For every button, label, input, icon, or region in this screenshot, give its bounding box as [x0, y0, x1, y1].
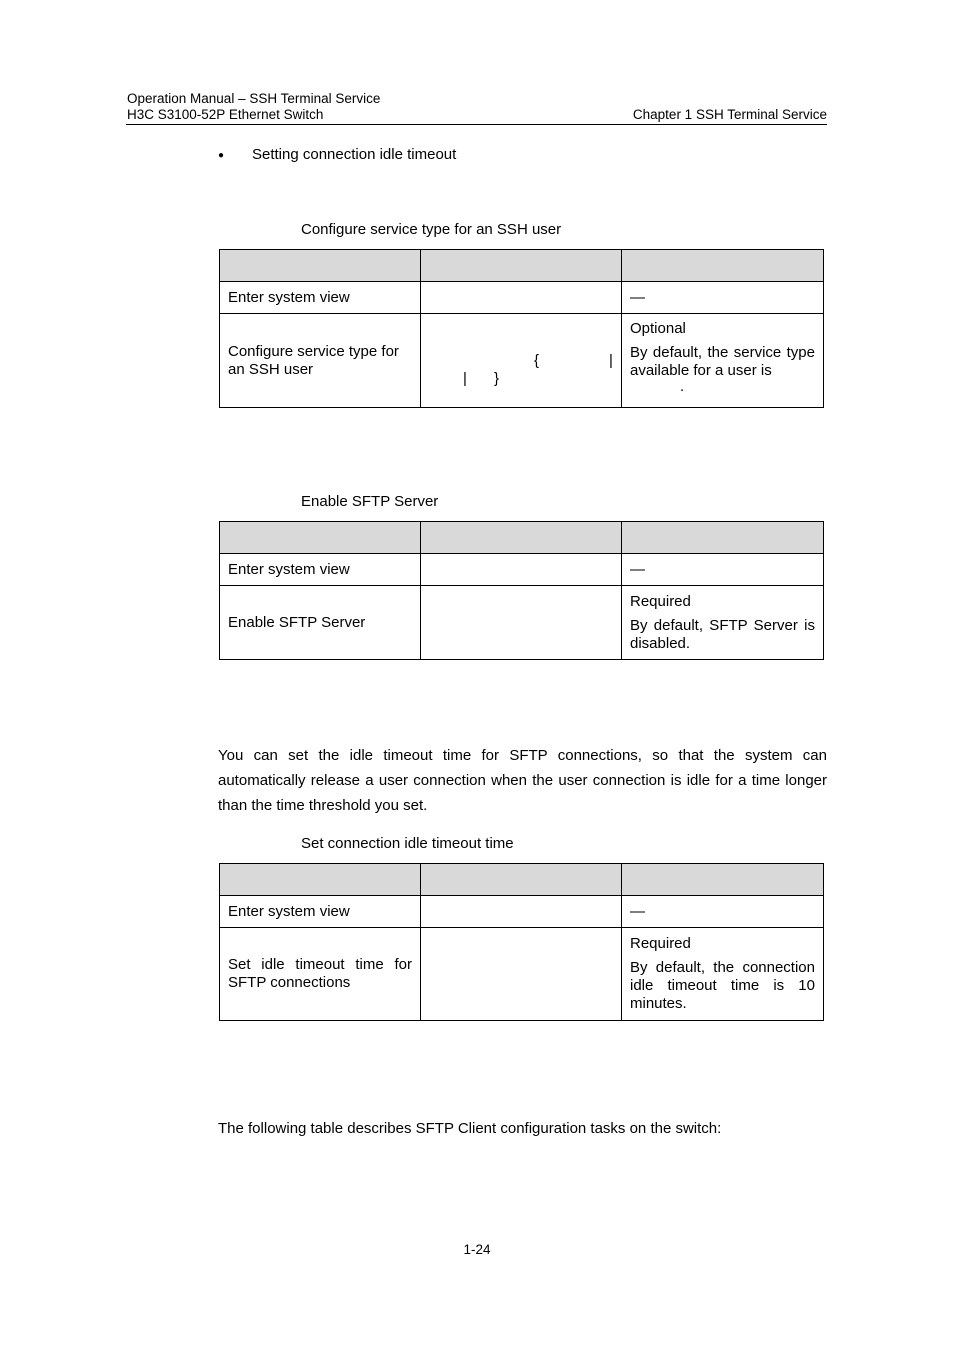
bullet-dot-icon: ●	[218, 149, 225, 161]
body-paragraph: You can set the idle timeout time for SFTP connections, so that the system can automatically release a user connection when the user connection is idle for a time longer than the time threshold you set.	[218, 747, 827, 814]
remark-body: By default, SFTP Server is disabled.	[630, 616, 815, 652]
remark-cell	[622, 928, 824, 1021]
header-cell-command	[421, 522, 622, 554]
remark-title: Required	[630, 935, 691, 952]
remark-cell: —	[622, 554, 824, 586]
command-cell	[421, 896, 622, 928]
command-pipe: |	[609, 352, 613, 369]
config-table-service-type	[219, 249, 824, 408]
page-header-left	[127, 91, 380, 123]
config-table-sftp-server	[219, 521, 824, 660]
bullet-item	[218, 146, 456, 163]
table-caption: Enable SFTP Server	[301, 493, 439, 510]
remark-body: By default, the connection idle timeout time is 10 minutes.	[630, 959, 815, 1012]
header-cell-remarks	[622, 864, 824, 896]
table-caption: Configure service type for an SSH user	[301, 221, 562, 238]
remark-title: Required	[630, 592, 691, 610]
command-cell	[421, 314, 622, 408]
header-cell-operation	[220, 522, 421, 554]
table-row	[220, 928, 824, 1021]
operation-cell: Enter system view	[220, 896, 421, 928]
operation-cell: Enter system view	[220, 554, 421, 586]
chapter-title: Chapter 1 SSH Terminal Service	[632, 107, 827, 122]
operation-cell: Enable SFTP Server	[220, 586, 421, 660]
page-number: 1-24	[463, 1242, 491, 1257]
operation-cell: Set idle timeout time for SFTP connections	[220, 928, 421, 1021]
header-cell-command	[421, 864, 622, 896]
remark-cell	[622, 314, 824, 408]
bullet-text: Setting connection idle timeout	[252, 146, 457, 163]
table-header-row	[220, 864, 824, 896]
operation-cell: Enter system view	[220, 282, 421, 314]
header-cell-operation	[220, 250, 421, 282]
table-row	[220, 314, 824, 408]
header-cell-command	[421, 250, 622, 282]
header-rule	[126, 124, 827, 125]
manual-title: Operation Manual – SSH Terminal Service	[127, 91, 381, 106]
table-header-row	[220, 250, 824, 282]
header-cell-remarks	[622, 522, 824, 554]
remark-tail: .	[680, 378, 685, 395]
remark-title: Optional	[630, 320, 686, 337]
remark-body: By default, the service type available for a user is	[630, 344, 815, 379]
header-cell-remarks	[622, 250, 824, 282]
remark-cell	[622, 586, 824, 660]
command-cell	[421, 554, 622, 586]
command-cell	[421, 928, 622, 1021]
header-cell-operation	[220, 864, 421, 896]
command-pipe: |	[463, 370, 467, 387]
table-row	[220, 282, 824, 314]
command-cell	[421, 586, 622, 660]
table-row	[220, 554, 824, 586]
product-name: H3C S3100-52P Ethernet Switch	[127, 107, 324, 122]
table-row	[220, 586, 824, 660]
command-brace-open: {	[534, 352, 540, 369]
command-brace-close: }	[494, 370, 500, 387]
operation-cell: Configure service type for an SSH user	[220, 314, 421, 408]
table-caption: Set connection idle timeout time	[301, 835, 514, 852]
config-table-idle-timeout	[219, 863, 824, 1021]
remark-cell: —	[622, 896, 824, 928]
remark-cell: —	[622, 282, 824, 314]
table-row	[220, 896, 824, 928]
body-paragraph: The following table describes SFTP Client configuration tasks on the switch:	[218, 1120, 722, 1137]
table-header-row	[220, 522, 824, 554]
command-cell	[421, 282, 622, 314]
